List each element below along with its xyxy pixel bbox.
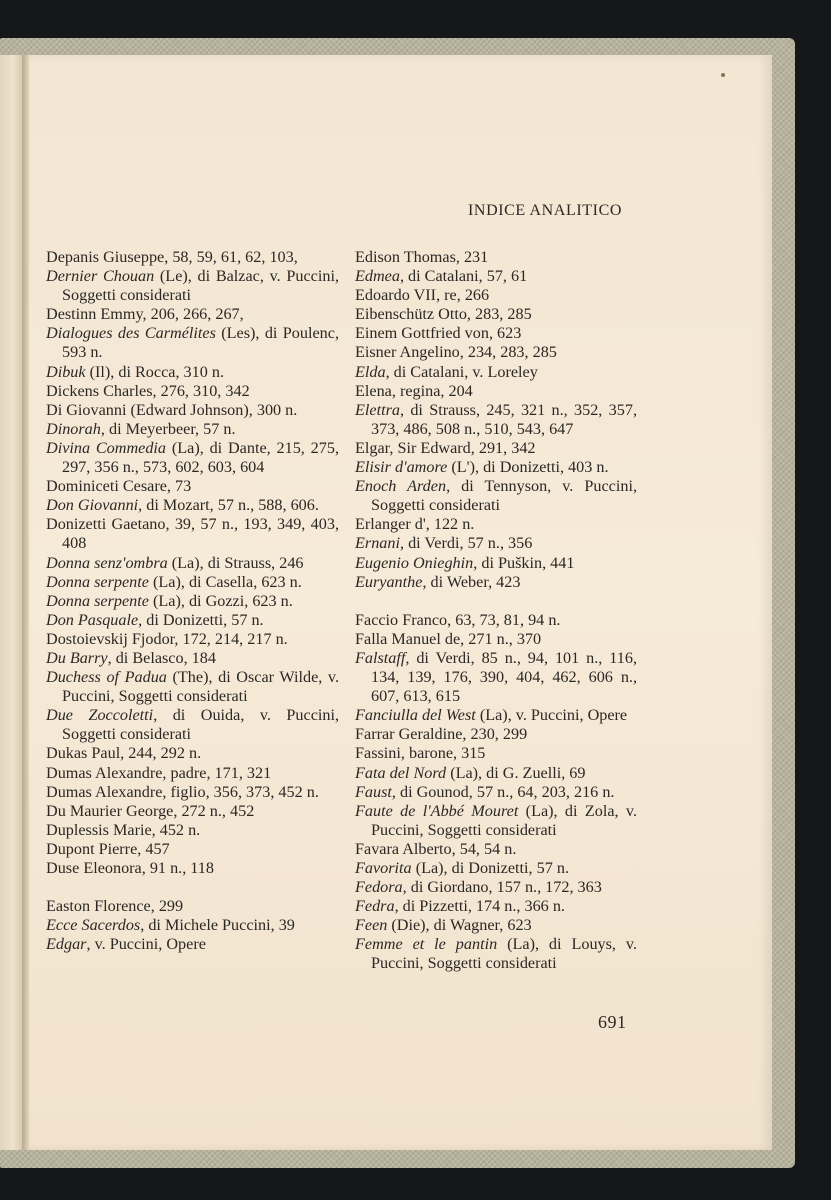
index-entry (355, 477, 637, 515)
entry-text: (La), di Casella, 623 n. (148, 572, 302, 591)
index-entry (355, 649, 637, 706)
entry-text: (The), di Oscar Wilde, v. Puccini, Soggetti considerati (62, 668, 339, 706)
index-entry (46, 859, 339, 878)
entry-text: , di Ouida, v. Puccini, Soggetti considerati (62, 706, 340, 744)
entry-text: , di Gounod, 57 n., 64, 203, 216 n. (391, 782, 615, 801)
entry-text: Dupont Pierre, 457 (46, 839, 170, 858)
index-entry (46, 382, 339, 401)
index-entry (355, 401, 637, 439)
entry-text: Falla Manuel de, 271 n., 370 (355, 629, 542, 648)
index-entry (46, 439, 339, 477)
entry-text: Farrar Geraldine, 230, 299 (355, 725, 528, 744)
entry-title: Dibuk (46, 362, 86, 381)
entry-text: (La), di Gozzi, 623 n. (148, 591, 293, 610)
index-entry (46, 305, 339, 324)
entry-text: Edison Thomas, 231 (355, 248, 489, 266)
entry-title: Favorita (355, 859, 412, 877)
entry-text: Duplessis Marie, 452 n. (46, 820, 201, 839)
entry-text: Donizetti Gaetano, 39, 57 n., 193, 349, 403, 408 (46, 515, 339, 553)
index-entry (355, 744, 637, 763)
entry-text: Dumas Alexandre, figlio, 356, 373, 452 n. (46, 782, 319, 801)
entry-title: Fedra (355, 897, 395, 916)
entry-text: (La), di Louys, v. Puccini, Soggetti considerati (371, 935, 637, 973)
index-entry (355, 439, 637, 458)
entry-text: (Il), di Rocca, 310 n. (85, 362, 225, 381)
index-entry (355, 935, 637, 973)
entry-title: Donna senz'ombra (46, 553, 168, 572)
entry-text: (Le), di Balzac, v. Puccini, Soggetti considerati (62, 267, 339, 305)
entry-text: Depanis Giuseppe, 58, 59, 61, 62, 103, (46, 248, 298, 266)
entry-title: Donna serpente (46, 591, 149, 610)
entry-title: Elda (355, 362, 386, 381)
entry-text: , di Belasco, 184 (107, 648, 216, 667)
index-entry (46, 783, 339, 802)
index-entry (355, 267, 637, 286)
entry-text: Di Giovanni (Edward Johnson), 300 n. (46, 400, 298, 419)
entry-text: , di Strauss, 245, 321 n., 352, 357, 373, 486, 508 n., 510, 543, 647 (371, 400, 637, 438)
entry-text: , di Catalani, v. Loreley (385, 362, 538, 381)
entry-text: Easton Florence, 299 (46, 897, 184, 916)
entry-text: Faccio Franco, 63, 73, 81, 94 n. (355, 610, 561, 629)
entry-title: Elisir d'amore (355, 458, 448, 477)
entry-text: , di Giordano, 157 n., 172, 363 (402, 878, 602, 897)
index-entry (46, 515, 339, 553)
index-entry (355, 764, 637, 783)
index-entry (46, 802, 339, 821)
entry-text: Destinn Emmy, 206, 266, 267, (46, 305, 244, 324)
page-number: 691 (598, 1012, 627, 1032)
index-entry (355, 324, 637, 343)
index-entry (355, 916, 637, 935)
entry-text: Elena, regina, 204 (355, 381, 473, 400)
entry-title: Due Zoccoletti (46, 706, 154, 725)
entry-text: Dukas Paul, 244, 292 n. (46, 744, 202, 763)
index-entry (355, 859, 637, 878)
entry-text: Dickens Charles, 276, 310, 342 (46, 381, 250, 400)
entry-text: (La), di Dante, 215, 275, 297, 356 n., 573, 602, 603, 604 (62, 438, 339, 477)
index-entry (46, 916, 339, 935)
index-entry (355, 363, 637, 382)
index-entry (46, 611, 339, 630)
index-entry (355, 878, 637, 897)
index-entry (46, 706, 339, 744)
entry-title: Duchess of Padua (46, 668, 167, 687)
entry-text: Erlanger d', 122 n. (355, 515, 475, 534)
entry-text: Eibenschütz Otto, 283, 285 (355, 305, 532, 324)
entry-title: Dialogues des Carmélites (46, 324, 216, 343)
entry-text: , di Donizetti, 57 n. (138, 610, 264, 629)
entry-title: Divina Commedia (46, 438, 167, 457)
index-entry (46, 630, 339, 649)
entry-text: (La), di Donizetti, 57 n. (411, 859, 569, 877)
entry-title: Ernani (355, 534, 400, 553)
index-entry (46, 744, 339, 763)
entry-title: Edgar (46, 935, 87, 954)
entry-title: Femme et le pantin (355, 935, 498, 954)
index-entry (46, 477, 339, 496)
entry-text: (La), di G. Zuelli, 69 (446, 763, 586, 782)
entry-title: Don Giovanni (46, 496, 139, 515)
entry-text: Duse Eleonora, 91 n., 118 (46, 859, 214, 877)
index-entry (46, 764, 339, 783)
entry-text: Dostoievskij Fjodor, 172, 214, 217 n. (46, 629, 288, 648)
letter-section-gap (46, 878, 339, 897)
index-entry (355, 783, 637, 802)
entry-text: (La), di Strauss, 246 (167, 553, 304, 572)
index-entry (46, 592, 339, 611)
entry-title: Don Pasquale (46, 610, 139, 629)
index-entry (46, 420, 339, 439)
index-column-left (46, 248, 339, 954)
entry-text: Elgar, Sir Edward, 291, 342 (355, 438, 536, 457)
entry-text: Dominiceti Cesare, 73 (46, 477, 192, 496)
index-entry (355, 706, 637, 725)
entry-title: Fata del Nord (355, 763, 447, 782)
entry-title: Dernier Chouan (46, 267, 155, 286)
index-entry (355, 725, 637, 744)
entry-title: Fanciulla del West (355, 706, 476, 725)
index-entry (355, 248, 637, 267)
entry-title: Faute de l'Abbé Mouret (355, 801, 519, 820)
entry-title: Edmea (355, 267, 400, 286)
entry-text: , di Verdi, 57 n., 356 (399, 534, 533, 553)
entry-title: Falstaff (355, 648, 406, 667)
entry-text: Fassini, barone, 315 (355, 744, 486, 763)
index-entry (46, 496, 339, 515)
index-entry (355, 840, 637, 859)
index-entry (46, 248, 339, 267)
index-entry (46, 840, 339, 859)
entry-text: , di Catalani, 57, 61 (399, 267, 528, 286)
entry-title: Elettra (355, 400, 400, 419)
index-entry (46, 649, 339, 668)
entry-title: Ecce Sacerdos (46, 916, 141, 935)
index-entry (46, 668, 339, 706)
index-entry (355, 611, 637, 630)
entry-text: Du Maurier George, 272 n., 452 (46, 801, 255, 820)
entry-text: (La), di Zola, v. Puccini, Soggetti considerati (371, 801, 638, 839)
entry-text: Einem Gottfried von, 623 (355, 324, 522, 343)
entry-text: (Die), di Wagner, 623 (387, 916, 532, 935)
running-header: INDICE ANALITICO (468, 202, 623, 219)
index-entry (355, 286, 637, 305)
entry-text: , di Weber, 423 (422, 572, 521, 591)
index-entry (46, 363, 339, 382)
index-entry (355, 382, 637, 401)
entry-text: Eisner Angelino, 234, 283, 285 (355, 343, 557, 362)
index-entry (355, 343, 637, 362)
entry-text: Edoardo VII, re, 266 (355, 286, 490, 305)
entry-text: , di Meyerbeer, 57 n. (100, 419, 236, 438)
entry-title: Donna serpente (46, 572, 149, 591)
index-entry (46, 897, 339, 916)
index-entry (355, 305, 637, 324)
entry-text: (Les), di Poulenc, 593 n. (62, 324, 339, 362)
index-entry (355, 573, 637, 592)
entry-text: , di Puškin, 441 (473, 553, 575, 572)
index-entry (46, 821, 339, 840)
entry-text: , di Pizzetti, 174 n., 366 n. (394, 897, 565, 916)
index-entry (355, 630, 637, 649)
entry-text: Dumas Alexandre, padre, 171, 321 (46, 763, 272, 782)
entry-title: Enoch Arden (355, 477, 447, 496)
index-entry (46, 401, 339, 420)
index-entry (355, 554, 637, 573)
index-entry (355, 458, 637, 477)
entry-text: , di Tennyson, v. Puccini, Soggetti considerati (371, 477, 637, 515)
index-entry (46, 573, 339, 592)
entry-text: , di Mozart, 57 n., 588, 606. (138, 496, 319, 515)
index-entry (355, 515, 637, 534)
index-entry (355, 534, 637, 553)
entry-title: Eugenio Onieghin (355, 553, 474, 572)
paper-spot (721, 73, 725, 77)
entry-text: , di Michele Puccini, 39 (140, 916, 295, 935)
entry-title: Dinorah (46, 419, 101, 438)
entry-title: Faust (355, 782, 392, 801)
index-entry (46, 935, 339, 954)
entry-text: (L'), di Donizetti, 403 n. (447, 458, 609, 477)
entry-text: (La), v. Puccini, Opere (475, 706, 628, 725)
index-entry (355, 802, 637, 840)
entry-title: Feen (355, 916, 388, 935)
index-entry (355, 897, 637, 916)
entry-title: Du Barry (46, 648, 108, 667)
entry-text: , v. Puccini, Opere (86, 935, 206, 954)
previous-page-edge (0, 55, 23, 1150)
index-entry (46, 324, 339, 362)
entry-text: , di Verdi, 85 n., 94, 101 n., 116, 134, 139, 176, 390, 404, 462, 606 n., 607, 613, 615 (371, 648, 637, 706)
entry-text: Favara Alberto, 54, 54 n. (355, 839, 517, 858)
letter-section-gap (355, 592, 637, 611)
entry-title: Fedora (355, 878, 403, 897)
entry-title: Euryanthe (355, 572, 423, 591)
index-column-right (355, 248, 637, 974)
index-entry (46, 554, 339, 573)
index-entry (46, 267, 339, 305)
